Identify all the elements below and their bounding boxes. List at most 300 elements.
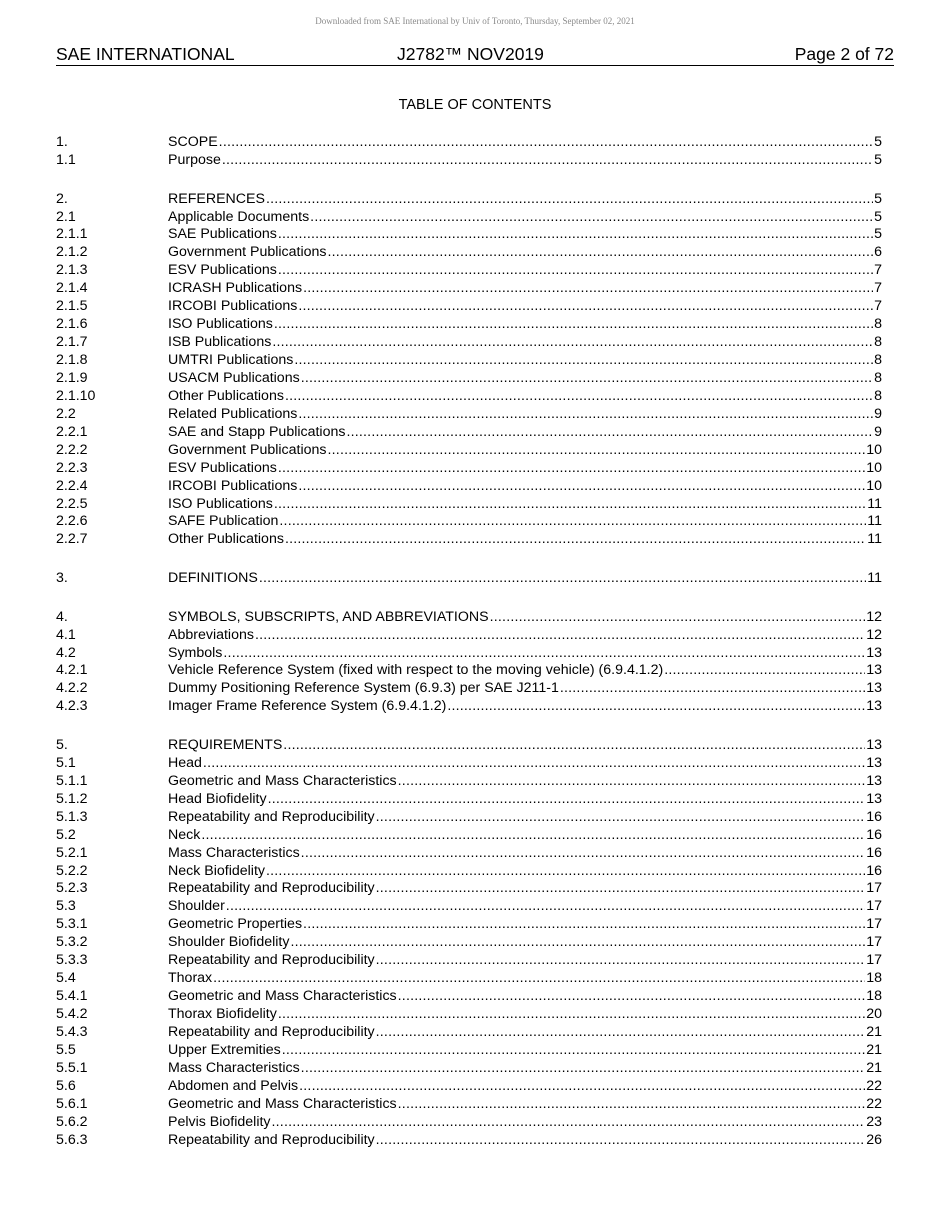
toc-entry-line	[168, 352, 882, 370]
toc-entry-label: Repeatability and Reproducibility	[168, 952, 375, 969]
toc-entry-page: 11	[867, 495, 882, 512]
dot-leader	[285, 388, 873, 406]
dot-leader	[376, 1132, 866, 1150]
toc-entry-label: Mass Characteristics	[168, 1059, 300, 1076]
toc-entry-page: 18	[866, 988, 882, 1005]
toc-entry[interactable]	[56, 1024, 882, 1042]
toc-entry-page: 17	[866, 952, 882, 969]
dot-leader	[259, 570, 866, 588]
dot-leader	[255, 627, 865, 645]
toc-entry-number: 4.2	[56, 644, 76, 661]
toc-entry[interactable]	[56, 442, 882, 460]
toc-entry[interactable]	[56, 645, 882, 663]
toc-entry-page: 5	[874, 190, 882, 207]
toc-entry-number: 5.1.2	[56, 790, 88, 807]
toc-entry-label: Imager Frame Reference System (6.9.4.1.2)	[168, 698, 447, 715]
toc-entry[interactable]	[56, 298, 882, 316]
toc-entry[interactable]	[56, 316, 882, 334]
toc-entry[interactable]	[56, 952, 882, 970]
toc-entry[interactable]	[56, 698, 882, 716]
toc-entry-line	[168, 845, 882, 863]
toc-entry[interactable]	[56, 1114, 882, 1132]
dot-leader	[298, 406, 873, 424]
toc-entry[interactable]	[56, 570, 882, 588]
toc-entry-number: 2.2	[56, 405, 76, 422]
toc-entry-line	[168, 316, 882, 334]
toc-entry-label: ESV Publications	[168, 262, 277, 279]
toc-entry-page: 13	[866, 662, 882, 679]
toc-entry[interactable]	[56, 496, 882, 514]
dot-leader	[219, 134, 873, 152]
toc-entry-line	[168, 791, 882, 809]
dot-leader	[346, 424, 873, 442]
dot-leader	[294, 352, 873, 370]
toc-entry[interactable]	[56, 934, 882, 952]
toc-entry[interactable]	[56, 244, 882, 262]
toc-entry[interactable]	[56, 191, 882, 209]
toc-entry[interactable]	[56, 152, 882, 170]
toc-entry-page: 16	[866, 844, 882, 861]
toc-entry[interactable]	[56, 531, 882, 549]
toc-entry[interactable]	[56, 773, 882, 791]
toc-entry-line	[168, 152, 882, 170]
toc-entry-number: 5.	[56, 736, 68, 753]
toc-entry[interactable]	[56, 1096, 882, 1114]
toc-entry-label: Repeatability and Reproducibility	[168, 1023, 375, 1040]
toc-entry-line	[168, 737, 882, 755]
toc-entry-page: 13	[866, 754, 882, 771]
toc-entry-page: 8	[874, 387, 882, 404]
toc-entry-line	[168, 262, 882, 280]
toc-entry-line	[168, 334, 882, 352]
toc-entry-label: SAE Publications	[168, 226, 277, 243]
dot-leader	[376, 809, 866, 827]
toc-entry-number: 2.2.5	[56, 495, 88, 512]
toc-entry-line	[168, 424, 882, 442]
dot-leader	[226, 898, 865, 916]
toc-entry-line	[168, 898, 882, 916]
toc-entry-number: 2.2.7	[56, 531, 88, 548]
toc-entry-label: SYMBOLS, SUBSCRIPTS, AND ABBREVIATIONS	[168, 608, 489, 625]
toc-entry-label: Upper Extremities	[168, 1041, 281, 1058]
toc-entry-line	[168, 531, 882, 549]
toc-entry-label: Head Biofidelity	[168, 790, 267, 807]
toc-entry-line	[168, 1132, 882, 1150]
document-number: J2782™ NOV2019	[397, 44, 544, 64]
toc-entry-line	[168, 280, 882, 298]
toc-entry-number: 2.1.4	[56, 280, 88, 297]
toc-entry[interactable]	[56, 1042, 882, 1060]
toc-entry[interactable]	[56, 827, 882, 845]
toc-entry-number: 5.2.3	[56, 880, 88, 897]
toc-entry-label: Government Publications	[168, 441, 327, 458]
toc-entry-page: 16	[866, 808, 882, 825]
toc-entry-line	[168, 1114, 882, 1132]
dot-leader	[282, 1042, 865, 1060]
toc-entry-number: 5.4	[56, 970, 76, 987]
toc-entry-label: Shoulder	[168, 898, 225, 915]
dot-leader	[447, 698, 865, 716]
toc-entry-page: 22	[866, 1077, 882, 1094]
toc-entry-page: 26	[866, 1131, 882, 1148]
publisher-name: SAE INTERNATIONAL	[56, 44, 235, 64]
toc-entry[interactable]	[56, 460, 882, 478]
toc-entry-number: 2.2.3	[56, 459, 88, 476]
toc-entry-label: IRCOBI Publications	[168, 477, 298, 494]
toc-entry[interactable]	[56, 898, 882, 916]
toc-entry-label: UMTRI Publications	[168, 352, 294, 368]
toc-entry[interactable]	[56, 280, 882, 298]
download-notice: Downloaded from SAE International by Univ of Toronto, Thursday, September 02, 2021	[315, 16, 635, 26]
toc-entry-number: 5.4.1	[56, 988, 88, 1005]
toc-entry-label: Abdomen and Pelvis	[168, 1077, 299, 1094]
dot-leader	[560, 680, 865, 698]
dot-leader	[490, 609, 866, 627]
toc-entry-number: 5.4.2	[56, 1006, 88, 1022]
toc-entry-page: 9	[874, 405, 882, 422]
toc-entry-label: REQUIREMENTS	[168, 736, 283, 753]
toc-entry-label: REFERENCES	[168, 190, 265, 207]
toc-entry-line	[168, 863, 882, 881]
toc-entry-number: 5.4.3	[56, 1023, 88, 1040]
toc-entry-line	[168, 406, 882, 424]
dot-leader	[664, 662, 865, 680]
toc-entry-line	[168, 1060, 882, 1078]
toc-section	[56, 134, 882, 170]
toc-entry-line	[168, 970, 882, 988]
toc-entry-page: 8	[874, 334, 882, 351]
toc-entry[interactable]	[56, 226, 882, 244]
toc-entry[interactable]	[56, 424, 882, 442]
toc-entry-number: 2.2.1	[56, 423, 88, 440]
toc-entry-number: 5.3	[56, 898, 76, 915]
toc-entry-line	[168, 934, 882, 952]
toc-entry-page: 13	[866, 790, 882, 807]
toc-entry-label: Symbols	[168, 644, 223, 661]
toc-entry[interactable]	[56, 262, 882, 280]
toc-entry-label: Geometric and Mass Characteristics	[168, 772, 397, 789]
toc-entry-page: 13	[866, 680, 882, 697]
toc-entry-number: 5.2	[56, 826, 76, 843]
toc-entry-line	[168, 680, 882, 698]
dot-leader	[278, 460, 865, 478]
toc-entry-page: 23	[866, 1113, 882, 1130]
toc-entry-page: 17	[866, 916, 882, 933]
toc-entry-page: 7	[874, 280, 882, 297]
dot-leader	[398, 773, 866, 791]
toc-entry-number: 2.1.5	[56, 298, 88, 315]
toc-entry-label: Purpose	[168, 151, 221, 168]
toc-entry-page: 20	[866, 1006, 882, 1022]
toc-entry-number: 5.6	[56, 1077, 76, 1094]
dot-leader	[398, 988, 866, 1006]
dot-leader	[303, 280, 873, 298]
toc-entry[interactable]	[56, 662, 882, 680]
toc-entry-line	[168, 698, 882, 716]
toc-entry-line	[168, 513, 882, 531]
toc-entry-label: Dummy Positioning Reference System (6.9.3) per SAE J211-1	[168, 680, 559, 697]
toc-entry-number: 2.2.6	[56, 513, 88, 530]
dot-leader	[328, 442, 866, 460]
toc-entry-line	[168, 442, 882, 460]
dot-leader	[301, 845, 866, 863]
table-of-contents	[56, 134, 882, 1170]
dot-leader	[376, 952, 866, 970]
dot-leader	[301, 370, 873, 388]
toc-title: TABLE OF CONTENTS	[398, 97, 552, 113]
toc-entry-label: ICRASH Publications	[168, 280, 303, 297]
toc-entry-label: ISO Publications	[168, 495, 273, 512]
toc-entry-number: 2.2.2	[56, 441, 88, 458]
toc-entry-page: 13	[866, 772, 882, 789]
toc-entry-line	[168, 952, 882, 970]
toc-entry-page: 17	[866, 880, 882, 897]
toc-entry-number: 1.	[56, 134, 68, 150]
toc-entry-page: 13	[866, 644, 882, 661]
toc-section	[56, 570, 882, 588]
toc-entry-label: SAFE Publication	[168, 513, 279, 530]
toc-entry[interactable]	[56, 406, 882, 424]
page-header	[56, 44, 894, 66]
toc-entry-page: 6	[874, 244, 882, 261]
toc-entry-number: 5.5	[56, 1041, 76, 1058]
toc-entry-number: 5.1.3	[56, 808, 88, 825]
toc-entry[interactable]	[56, 513, 882, 531]
toc-entry-line	[168, 1024, 882, 1042]
toc-entry-number: 5.6.2	[56, 1113, 88, 1130]
toc-entry[interactable]	[56, 478, 882, 496]
toc-entry-number: 2.1.8	[56, 352, 88, 368]
toc-entry-line	[168, 880, 882, 898]
toc-entry-number: 5.3.3	[56, 952, 88, 969]
dot-leader	[279, 513, 866, 531]
toc-entry-label: Other Publications	[168, 531, 284, 548]
toc-entry-line	[168, 773, 882, 791]
toc-entry-label: Repeatability and Reproducibility	[168, 808, 375, 825]
dot-leader	[274, 496, 866, 514]
toc-entry-number: 3.	[56, 570, 68, 586]
toc-entry[interactable]	[56, 609, 882, 627]
toc-entry-line	[168, 298, 882, 316]
toc-entry-label: Pelvis Biofidelity	[168, 1113, 271, 1130]
dot-leader	[398, 1096, 866, 1114]
toc-entry-number: 2.2.4	[56, 477, 88, 494]
toc-entry-line	[168, 226, 882, 244]
dot-leader	[272, 1114, 866, 1132]
toc-entry-label: DEFINITIONS	[168, 570, 258, 586]
toc-entry[interactable]	[56, 1006, 882, 1024]
toc-entry[interactable]	[56, 880, 882, 898]
toc-entry-label: SCOPE	[168, 134, 218, 150]
toc-entry-number: 5.1.1	[56, 772, 88, 789]
toc-entry-number: 1.1	[56, 151, 76, 168]
dot-leader	[376, 1024, 866, 1042]
toc-entry-page: 8	[874, 316, 882, 333]
dot-leader	[299, 1078, 865, 1096]
dot-leader	[376, 880, 866, 898]
toc-entry-label: Neck Biofidelity	[168, 862, 265, 879]
toc-entry[interactable]	[56, 791, 882, 809]
toc-section	[56, 609, 882, 717]
toc-entry[interactable]	[56, 809, 882, 827]
toc-entry-page: 21	[866, 1023, 882, 1040]
toc-entry[interactable]	[56, 134, 882, 152]
toc-entry-label: Shoulder Biofidelity	[168, 934, 290, 951]
toc-entry-page: 16	[866, 826, 882, 843]
toc-entry-number: 2.1.2	[56, 244, 88, 261]
dot-leader	[285, 531, 866, 549]
toc-entry[interactable]	[56, 370, 882, 388]
toc-entry-line	[168, 478, 882, 496]
toc-entry-number: 4.2.2	[56, 680, 88, 697]
toc-entry-page: 5	[874, 134, 882, 150]
toc-section	[56, 191, 882, 550]
toc-entry-number: 4.2.1	[56, 662, 88, 679]
toc-entry-number: 2.	[56, 190, 68, 207]
toc-entry-number: 2.1.9	[56, 369, 88, 386]
toc-entry-line	[168, 609, 882, 627]
toc-entry-page: 11	[867, 570, 882, 586]
toc-entry-label: Abbreviations	[168, 626, 254, 643]
toc-entry-page: 9	[874, 423, 882, 440]
toc-entry[interactable]	[56, 209, 882, 227]
toc-entry-line	[168, 388, 882, 406]
toc-entry-label: Geometric Properties	[168, 916, 303, 933]
toc-entry-label: Geometric and Mass Characteristics	[168, 988, 397, 1005]
dot-leader	[278, 1006, 865, 1024]
toc-entry-label: Repeatability and Reproducibility	[168, 1131, 375, 1148]
dot-leader	[328, 244, 874, 262]
toc-entry-number: 2.1	[56, 208, 76, 225]
toc-entry-page: 10	[866, 459, 882, 476]
toc-entry-label: Geometric and Mass Characteristics	[168, 1095, 397, 1112]
toc-entry-page: 12	[866, 626, 882, 643]
toc-entry-label: Neck	[168, 826, 201, 843]
toc-entry-number: 2.1.1	[56, 226, 88, 243]
toc-entry-page: 10	[866, 441, 882, 458]
toc-entry-number: 5.5.1	[56, 1059, 88, 1076]
page-number: Page 2 of 72	[794, 44, 894, 64]
toc-entry-label: Mass Characteristics	[168, 844, 300, 861]
toc-entry-number: 5.6.1	[56, 1095, 88, 1112]
toc-entry-label: Thorax	[168, 970, 213, 987]
toc-entry-label: Related Publications	[168, 405, 298, 422]
dot-leader	[268, 791, 866, 809]
toc-entry-line	[168, 755, 882, 773]
dot-leader	[301, 1060, 866, 1078]
toc-entry-page: 7	[874, 262, 882, 279]
toc-entry-label: ISO Publications	[168, 316, 273, 333]
toc-entry-label: Vehicle Reference System (fixed with respect to the moving vehicle) (6.9.4.1.2)	[168, 662, 664, 679]
toc-entry-page: 22	[866, 1095, 882, 1112]
dot-leader	[298, 478, 865, 496]
toc-entry-line	[168, 662, 882, 680]
toc-entry[interactable]	[56, 916, 882, 934]
toc-entry-label: IRCOBI Publications	[168, 298, 298, 315]
dot-leader	[222, 152, 873, 170]
toc-entry-label: Government Publications	[168, 244, 327, 261]
toc-entry-page: 21	[866, 1059, 882, 1076]
toc-entry-page: 5	[874, 226, 882, 243]
dot-leader	[274, 316, 873, 334]
toc-entry-page: 18	[866, 970, 882, 987]
toc-entry[interactable]	[56, 1078, 882, 1096]
toc-entry-line	[168, 370, 882, 388]
toc-entry-page: 13	[866, 698, 882, 715]
toc-entry[interactable]	[56, 737, 882, 755]
toc-entry-number: 2.1.7	[56, 334, 88, 351]
toc-entry-line	[168, 1006, 882, 1024]
toc-entry-page: 5	[874, 151, 882, 168]
toc-entry-label: ISB Publications	[168, 334, 272, 351]
toc-entry-number: 4.	[56, 608, 68, 625]
toc-entry-number: 4.1	[56, 626, 76, 643]
toc-entry[interactable]	[56, 988, 882, 1006]
toc-entry[interactable]	[56, 680, 882, 698]
toc-entry-label: Other Publications	[168, 387, 284, 404]
toc-entry[interactable]	[56, 1132, 882, 1150]
dot-leader	[290, 934, 865, 952]
toc-entry[interactable]	[56, 863, 882, 881]
toc-section	[56, 737, 882, 1150]
toc-entry[interactable]	[56, 388, 882, 406]
toc-entry-number: 5.2.1	[56, 844, 88, 861]
toc-entry[interactable]	[56, 627, 882, 645]
toc-entry-number: 5.3.1	[56, 916, 88, 933]
toc-entry-line	[168, 809, 882, 827]
toc-entry[interactable]	[56, 334, 882, 352]
toc-entry-page: 5	[874, 208, 882, 225]
toc-entry-page: 11	[867, 531, 882, 548]
toc-entry-line	[168, 570, 882, 588]
dot-leader	[266, 863, 865, 881]
dot-leader	[278, 262, 873, 280]
toc-entry-line	[168, 244, 882, 262]
toc-entry-line	[168, 1096, 882, 1114]
toc-entry-line	[168, 1042, 882, 1060]
toc-entry-page: 16	[866, 862, 882, 879]
toc-entry[interactable]	[56, 970, 882, 988]
toc-entry-number: 4.2.3	[56, 698, 88, 715]
toc-entry-page: 7	[874, 298, 882, 315]
toc-entry-page: 10	[866, 477, 882, 494]
toc-entry-number: 5.6.3	[56, 1131, 88, 1148]
dot-leader	[303, 916, 865, 934]
dot-leader	[266, 191, 873, 209]
dot-leader	[283, 737, 865, 755]
toc-entry[interactable]	[56, 755, 882, 773]
toc-entry-label: Head	[168, 754, 202, 771]
toc-entry[interactable]	[56, 1060, 882, 1078]
toc-entry-number: 5.3.2	[56, 934, 88, 951]
toc-entry[interactable]	[56, 845, 882, 863]
toc-entry-page: 13	[866, 736, 882, 753]
toc-entry-line	[168, 645, 882, 663]
toc-entry-line	[168, 1078, 882, 1096]
toc-entry[interactable]	[56, 352, 882, 370]
toc-entry-line	[168, 627, 882, 645]
toc-entry-number: 5.2.2	[56, 862, 88, 879]
dot-leader	[298, 298, 873, 316]
toc-entry-number: 2.1.6	[56, 316, 88, 333]
dot-leader	[272, 334, 873, 352]
toc-entry-line	[168, 209, 882, 227]
toc-entry-page: 12	[866, 608, 882, 625]
dot-leader	[201, 827, 865, 845]
toc-entry-line	[168, 496, 882, 514]
toc-entry-page: 17	[866, 934, 882, 951]
toc-entry-page: 11	[867, 513, 882, 530]
